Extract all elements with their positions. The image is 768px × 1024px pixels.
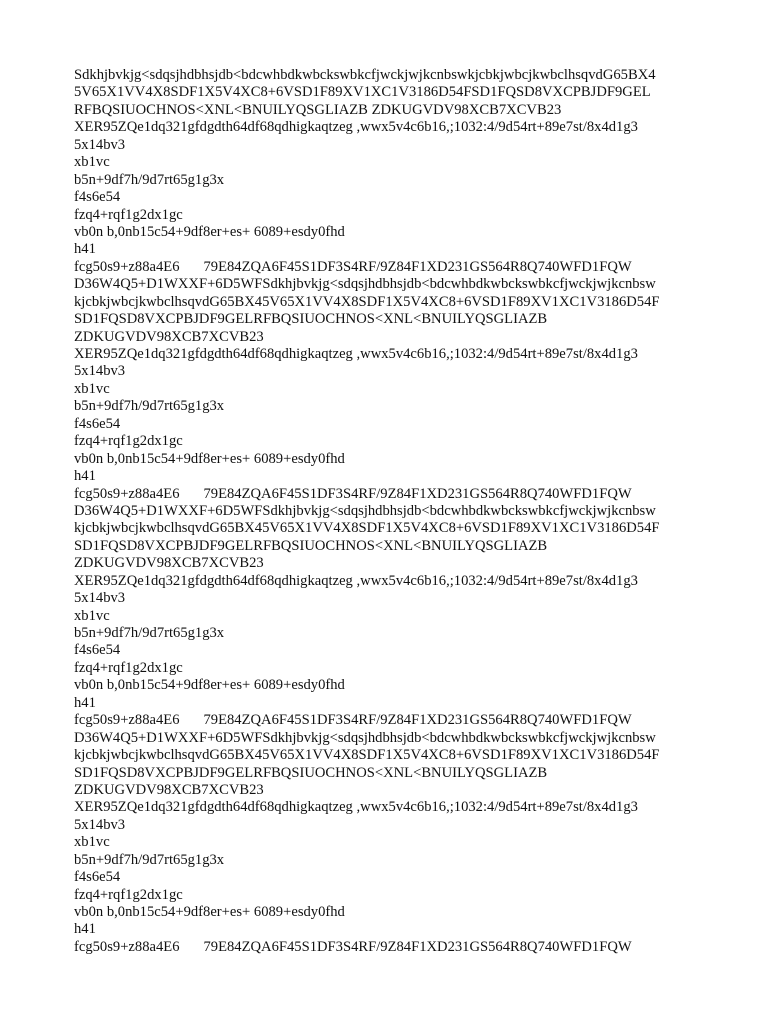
document-line: h41 xyxy=(74,468,96,485)
document-line: kjcbkjwbcjkwbclhsqvdG65BX45V65X1VV4X8SDF1X5V4XC8+6VSD1F89XV1XC1V3186D54F xyxy=(74,293,660,310)
document-line: vb0n b,0nb15c54+9df8er+es+ 6089+esdy0fhd xyxy=(74,450,345,467)
document-line: fzq4+rqf1g2dx1gc xyxy=(74,659,183,676)
document-line: f4s6e54 xyxy=(74,642,121,659)
document-line: fcg50s9+z88a4E6 79E84ZQA6F45S1DF3S4RF/9Z84F1XD231GS564R8Q740WFD1FQW xyxy=(74,258,632,275)
document-line: ZDKUGVDV98XCB7XCVB23 xyxy=(74,781,264,798)
document-line: h41 xyxy=(74,921,96,938)
document-line: D36W4Q5+D1WXXF+6D5WFSdkhjbvkjg<sdqsjhdbhsjdb<bdcwhbdkwbckswbkcfjwckjwjkcnbsw xyxy=(74,502,656,519)
document-line: SD1FQSD8VXCPBJDF9GELRFBQSIUOCHNOS<XNL<BNUILYQSGLIAZB xyxy=(74,537,548,554)
document-line: fzq4+rqf1g2dx1gc xyxy=(74,433,183,450)
document-line: 5x14bv3 xyxy=(74,590,126,607)
document-line: vb0n b,0nb15c54+9df8er+es+ 6089+esdy0fhd xyxy=(74,223,345,240)
document-line: vb0n b,0nb15c54+9df8er+es+ 6089+esdy0fhd xyxy=(74,677,345,694)
document-line: XER95ZQe1dq321gfdgdth64df68qdhigkaqtzeg ,wwx5v4c6b16,;1032:4/9d54rt+89e7st/8x4d1g3 xyxy=(74,799,638,816)
document-line: XER95ZQe1dq321gfdgdth64df68qdhigkaqtzeg ,wwx5v4c6b16,;1032:4/9d54rt+89e7st/8x4d1g3 xyxy=(74,346,638,362)
document-line: f4s6e54 xyxy=(74,189,121,206)
document-line: RFBQSIUOCHNOS<XNL<BNUILYQSGLIAZB ZDKUGVDV98XCB7XCVB23 xyxy=(74,101,562,118)
document-line: xb1vc xyxy=(74,607,110,624)
document-line: fcg50s9+z88a4E6 79E84ZQA6F45S1DF3S4RF/9Z84F1XD231GS564R8Q740WFD1FQW xyxy=(74,938,632,955)
document-line: b5n+9df7h/9d7rt65g1g3x xyxy=(74,851,225,868)
document-line: vb0n b,0nb15c54+9df8er+es+ 6089+esdy0fhd xyxy=(74,904,345,920)
document-line: SD1FQSD8VXCPBJDF9GELRFBQSIUOCHNOS<XNL<BNUILYQSGLIAZB xyxy=(74,764,548,781)
document-line: D36W4Q5+D1WXXF+6D5WFSdkhjbvkjg<sdqsjhdbhsjdb<bdcwhbdkwbckswbkcfjwckjwjkcnbsw xyxy=(74,729,656,746)
document-line: 5V65X1VV4X8SDF1X5V4XC8+6VSD1F89XV1XC1V3186D54FSD1FQSD8VXCPBJDF9GEL xyxy=(74,84,651,101)
document-line: h41 xyxy=(74,694,96,711)
document-line: h41 xyxy=(74,241,96,258)
document-line: ZDKUGVDV98XCB7XCVB23 xyxy=(74,555,264,572)
document-line: xb1vc xyxy=(74,154,110,171)
document-line: fzq4+rqf1g2dx1gc xyxy=(74,206,183,223)
document-line: b5n+9df7h/9d7rt65g1g3x xyxy=(74,171,225,188)
document-line: D36W4Q5+D1WXXF+6D5WFSdkhjbvkjg<sdqsjhdbhsjdb<bdcwhbdkwbckswbkcfjwckjwjkcnbsw xyxy=(74,276,656,293)
document-line: fcg50s9+z88a4E6 79E84ZQA6F45S1DF3S4RF/9Z84F1XD231GS564R8Q740WFD1FQW xyxy=(74,712,632,729)
document-line: xb1vc xyxy=(74,834,110,851)
document-line: xb1vc xyxy=(74,380,110,397)
document-line: f4s6e54 xyxy=(74,415,121,432)
document-line: b5n+9df7h/9d7rt65g1g3x xyxy=(74,625,225,641)
document-line: fcg50s9+z88a4E6 79E84ZQA6F45S1DF3S4RF/9Z84F1XD231GS564R8Q740WFD1FQW xyxy=(74,485,632,502)
document-line: f4s6e54 xyxy=(74,869,121,886)
document-line: 5x14bv3 xyxy=(74,136,126,153)
document-line: XER95ZQe1dq321gfdgdth64df68qdhigkaqtzeg ,wwx5v4c6b16,;1032:4/9d54rt+89e7st/8x4d1g3 xyxy=(74,119,638,136)
document-line: 5x14bv3 xyxy=(74,816,126,833)
document-line: fzq4+rqf1g2dx1gc xyxy=(74,886,183,903)
document-line: XER95ZQe1dq321gfdgdth64df68qdhigkaqtzeg ,wwx5v4c6b16,;1032:4/9d54rt+89e7st/8x4d1g3 xyxy=(74,572,638,589)
document-line: SD1FQSD8VXCPBJDF9GELRFBQSIUOCHNOS<XNL<BNUILYQSGLIAZB xyxy=(74,311,548,328)
document-line: kjcbkjwbcjkwbclhsqvdG65BX45V65X1VV4X8SDF1X5V4XC8+6VSD1F89XV1XC1V3186D54F xyxy=(74,747,660,764)
document-line: ZDKUGVDV98XCB7XCVB23 xyxy=(74,328,264,345)
document-line: kjcbkjwbcjkwbclhsqvdG65BX45V65X1VV4X8SDF1X5V4XC8+6VSD1F89XV1XC1V3186D54F xyxy=(74,520,660,537)
document-line: 5x14bv3 xyxy=(74,363,126,380)
document-line: b5n+9df7h/9d7rt65g1g3x xyxy=(74,398,225,415)
document-body xyxy=(74,67,704,956)
document-line: Sdkhjbvkjg<sdqsjhdbhsjdb<bdcwhbdkwbckswbkcfjwckjwjkcnbswkjcbkjwbcjkwbclhsqvdG65BX4 xyxy=(74,67,656,83)
